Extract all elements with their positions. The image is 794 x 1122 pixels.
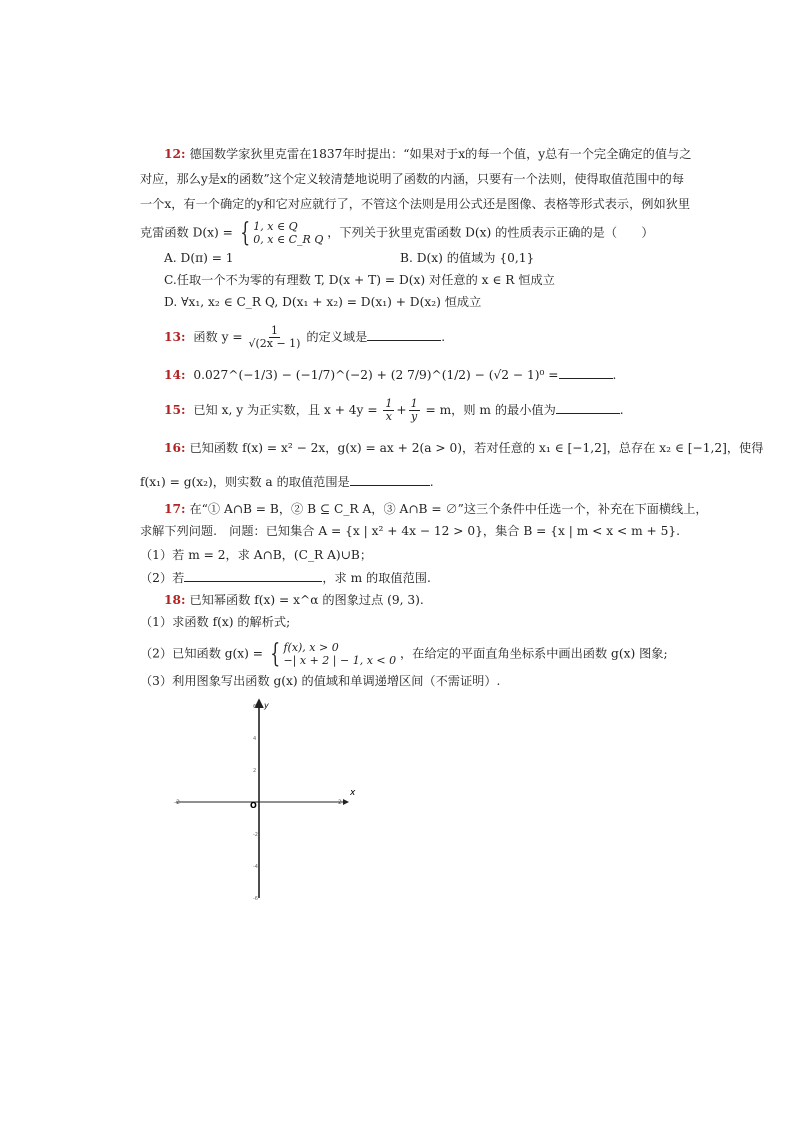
- y-axis-label: y: [264, 701, 269, 710]
- q12-option-a: A. D(π) = 1: [164, 251, 234, 265]
- q17-line2: 求解下列问题. 问题：已知集合 A = {x | x² + 4x − 12 > 0}，集合 B = {x | m < x < m + 5}.: [140, 524, 680, 538]
- q17-sub2-pre: （2）若: [140, 571, 185, 585]
- x-tick-label: 2: [338, 799, 342, 806]
- q16-text-2: f(x₁) = g(x₂)，则实数 a 的取值范围是: [140, 475, 350, 489]
- q17-number: 17:: [164, 502, 186, 516]
- q15-text-post: = m，则 m 的最小值为: [425, 403, 556, 417]
- q13-number: 13:: [164, 330, 186, 344]
- q18-text-1: 已知幂函数 f(x) = x^α 的图象过点 (9, 3).: [189, 593, 424, 607]
- q12-option-c: C.任取一个不为零的有理数 T, D(x + T) = D(x) 对任意的 x ∈ R 恒成立: [164, 273, 555, 287]
- y-tick-label: 6: [253, 704, 257, 710]
- q12-option-d: D. ∀x₁, x₂ ∈ C_R Q, D(x₁ + x₂) = D(x₁) + D(x₂) 恒成立: [164, 295, 482, 309]
- q17-sub2-post: ，求 m 的取值范围.: [322, 571, 431, 585]
- q17-sub1: （1）若 m = 2，求 A∩B，(C_R A)∪B；: [140, 548, 373, 562]
- x-axis-label: x: [350, 788, 356, 798]
- q12-dirichlet-def: 克雷函数 D(x) =: [140, 225, 233, 240]
- q14-number: 14:: [164, 368, 186, 382]
- q17-text-1: 在“① A∩B = B，② B ⊆ C_R A，③ A∩B = ∅”这三个条件中任选一个，补充在下面横线上，: [189, 502, 708, 516]
- x-tick-label: -2: [174, 799, 180, 806]
- q12-option-b: B. D(x) 的值域为 {0,1}: [400, 251, 535, 265]
- y-tick-label: 2: [253, 768, 257, 774]
- origin-label: O: [250, 801, 257, 810]
- q16-line2: f(x₁) = g(x₂)，则实数 a 的取值范围是 .: [140, 475, 434, 489]
- q14-expression: 0.027^(−1/3) − (−1/7)^(−2) + (2 7/9)^(1/2) − (√2 − 1)⁰ =: [193, 368, 559, 382]
- q12-case-2: 0, x ∈ C_R Q: [253, 233, 324, 246]
- q15-number: 15:: [164, 403, 186, 417]
- q15-frac-2-den: y: [411, 410, 418, 423]
- q12-case-1: 1, x ∈ Q: [253, 220, 298, 233]
- q13-frac-num: 1: [270, 324, 278, 337]
- q12-text-1: 德国数学家狄里克雷在1837年时提出：“如果对于x的每一个值，y总有一个完全确定的值与之: [189, 147, 692, 161]
- y-tick-label: 4: [253, 736, 257, 742]
- q15-frac-1-num: 1: [385, 397, 393, 410]
- q15-frac-2-num: 1: [410, 397, 418, 410]
- q12-line3: 一个x，有一个确定的y和它对应就行了，不管这个法则是用公式还是图像、表格等形式表示，例如狄里: [140, 197, 691, 211]
- y-tick-label: -2: [253, 832, 258, 838]
- q18-number: 18:: [164, 593, 186, 607]
- q18-case-1: f(x), x > 0: [283, 641, 339, 654]
- q12-question: ，下列关于狄里克雷函数 D(x) 的性质表示正确的是（ ）: [327, 225, 654, 240]
- q18-sub2-pre: （2）已知函数 g(x) =: [140, 646, 264, 661]
- q13-line: 13: 函数 y = $\frac{1}{√(2x - 1)}$ 的定义域是 .: [164, 324, 446, 350]
- q12-number: 12:: [164, 147, 186, 161]
- q16-text-1: 已知函数 f(x) = x² − 2x，g(x) = ax + 2(a > 0)，若对任意的 x₁ ∈ [−1,2]，总存在 x₂ ∈ [−1,2]，使得: [189, 441, 764, 455]
- q14-line: 14: 0.027^(−1/3) − (−1/7)^(−2) + (2 7/9)^(1/2) − (√2 − 1)⁰ = .: [164, 368, 617, 382]
- q12-line2: 对应，那么y是x的函数”这个定义较清楚地说明了函数的内涵，只要有一个法则，使得取值范围中的每: [140, 172, 685, 186]
- q15-line: 15: 已知 x, y 为正实数，且 x + 4y = $\frac{1}{x}$ + $\frac{1}{y}$ = m，则 m 的最小值为 .: [164, 397, 624, 423]
- q12-piecewise: { 1, x ∈ Q 0, x ∈ C_R Q: [240, 218, 324, 248]
- q18-sub1: （1）求函数 f(x) 的解析式;: [140, 615, 291, 629]
- q13-frac-den: √(2x − 1): [248, 337, 301, 350]
- q13-text-post: 的定义域是: [306, 330, 368, 344]
- q18-sub3: （3）利用图象写出函数 g(x) 的值域和单调递增区间（不需证明）.: [140, 674, 501, 688]
- q15-text: 已知 x, y 为正实数，且 x + 4y =: [193, 403, 378, 417]
- q15-frac-1-den: x: [385, 410, 393, 423]
- q18-piecewise: { f(x), x > 0 −| x + 2 | − 1, x < 0: [270, 639, 397, 669]
- q18-case-2: −| x + 2 | − 1, x < 0: [283, 654, 397, 667]
- q13-text: 函数 y =: [193, 330, 243, 344]
- y-tick-label: -6: [253, 896, 258, 902]
- y-tick-label: -4: [253, 864, 258, 870]
- q18-sub2-post: ，在给定的平面直角坐标系中画出函数 g(x) 图象;: [399, 646, 668, 661]
- q16-number: 16:: [164, 441, 186, 455]
